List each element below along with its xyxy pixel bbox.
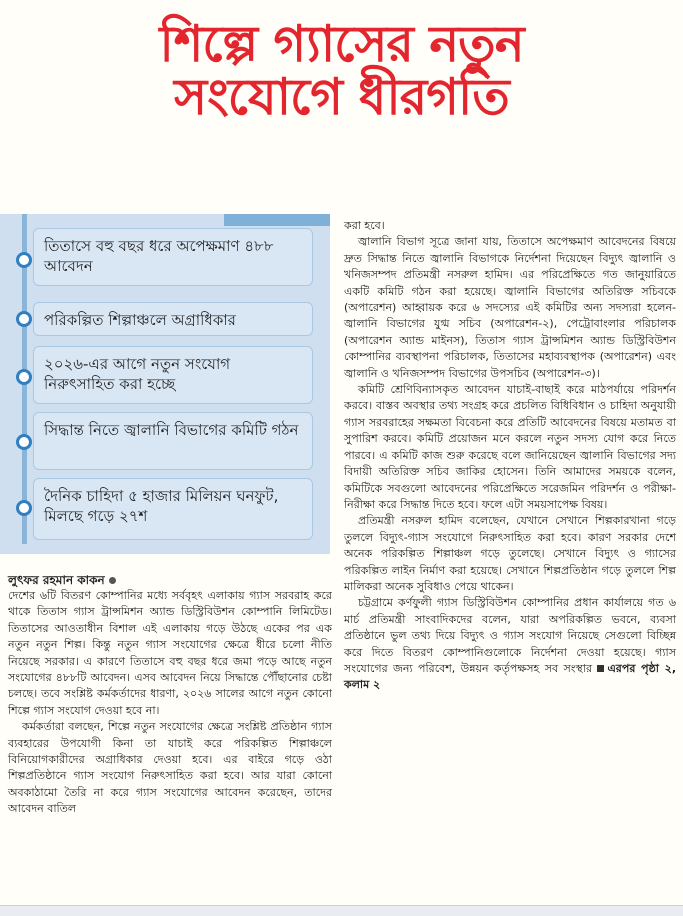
page-bottom-strip bbox=[0, 905, 683, 916]
paragraph: জ্বালানি বিভাগ সূত্রে জানা যায়, তিতাসে অপেক্ষমাণ আবেদনের বিষয়ে দ্রুত সিদ্ধান্ত নিতে জ্বালানি বিভাগকে নির্দেশনা দিয়েছেন বিদ্যুৎ জ্বালানি ও খনিজসম্পদ প্রতিমন্ত্রী নসরুল হামিদ। এর পরিপ্রেক্ষিতে গত জানুয়ারিতে একটি কমিটি গঠন করা হয়েছে। জ্বালানি বিভাগের অতিরিক্ত সচিবকে (অপারেশন) আহ্বায়ক করে ৬ সদস্যের এই কমিটির অন্য সদস্যরা হলেন- জ্বালানি বিভাগের যুগ্ম সচিব (অপারেশন-২), পেট্রোবাংলার পরিচালক (অপারেশন অ্যান্ড মাইনস), তিতাস গ্যাস ট্রান্সমিশন অ্যান্ড ডিস্ট্রিবিউশন কোম্পানির ব্যবস্থাপনা পরিচালক, তিতাসের মহাব্যবস্থাপক (অপারেশন) এবং জ্বালানি ও খনিজসম্পদ বিভাগের উপসচিব (অপারেশন-৩)। bbox=[344, 235, 676, 380]
bullet-icon bbox=[16, 500, 32, 516]
paragraph bbox=[344, 595, 676, 693]
paragraph: কমিটি শ্রেণিবিন্যাসকৃত আবেদন যাচাই-বাছাই করে মাঠপর্যায়ে পরিদর্শন করবে। বাস্তব অবস্থার তথ্য সংগ্রহ করে প্রচলিত বিধিবিধান ও চাহিদা অনুযায়ী গ্যাস সরবরাহের সক্ষমতা বিবেচনা করে প্রতিটি আবেদনের বিষয়ে মতামত বা সুপারিশ করবে। কমিটি প্রয়োজন মনে করলে নতুন সদস্য যোগ করে নিতে পারবে। এ কমিটি কাজ শুরু করেছে বলে জানিয়েছেন জ্বালানি বিভাগের সদ্য বিদায়ী অতিরিক্ত সচিব জাকির হোসেন। তিনি আমাদের সময়কে বলেন, কমিটিকে সবগুলো আবেদনের পরিপ্রেক্ষিতে সরেজমিন পরিদর্শন ও পরীক্ষা-নিরীক্ষা করে সিদ্ধান্ত দিতে হবে। ফলে এটা সময়সাপেক্ষ বিষয়। bbox=[344, 383, 676, 511]
bullet-icon bbox=[16, 434, 32, 450]
highlights-stripe bbox=[224, 214, 330, 226]
jump-text: এরপর পৃষ্ঠা ২, কলাম ২ bbox=[344, 661, 676, 692]
paragraph-text: চট্টগ্রামে কর্ণফুলী গ্যাস ডিস্ট্রিবিউশন কোম্পানির প্রধান কার্যালয়ে গত ৬ মার্চ প্রতিমন্ত্রী সাংবাদিকদের বলেন, যারা অপরিকল্পিত ভবনে, ব্যবসা প্রতিষ্ঠানে ভুল তথ্য দিয়ে বিদ্যুৎ ও গ্যাস সংযোগ নিয়েছে সেগুলো বিচ্ছিন্ন করে দিতে বিতরণ কোম্পানিগুলোকে নির্দেশনা দেওয়া হয়েছে। গ্যাস সংযোগের জন্য পরিবেশ, উন্নয়ন কর্তৃপক্ষসহ সব সংস্থার bbox=[344, 596, 676, 675]
highlight-item-3: ২০২৬-এর আগে নতুন সংযোগ নিরুৎসাহিত করা হচ্ছে bbox=[33, 346, 313, 404]
paragraph: করা হবে। bbox=[344, 219, 385, 232]
bullet-icon bbox=[16, 369, 32, 385]
byline-author: লুৎফর রহমান কাকন bbox=[8, 573, 105, 587]
highlight-item-2: পরিকল্পিত শিল্পাঞ্চলে অগ্রাধিকার bbox=[33, 302, 313, 336]
square-icon bbox=[597, 665, 604, 672]
headline-line-2: সংযোগে ধীরগতি bbox=[174, 67, 509, 126]
headline bbox=[0, 15, 683, 126]
bullet-icon bbox=[16, 252, 32, 268]
bullet-icon bbox=[16, 311, 32, 327]
left-column bbox=[8, 588, 332, 818]
right-column bbox=[344, 218, 676, 694]
headline-line-1: শিল্পে গ্যাসের নতুন bbox=[159, 15, 524, 73]
highlight-item-5: দৈনিক চাহিদা ৫ হাজার মিলিয়ন ঘনফুট, মিলছে গড়ে ২৭শ bbox=[33, 478, 313, 540]
dot-icon bbox=[109, 577, 116, 584]
paragraph: প্রতিমন্ত্রী নসরুল হামিদ বলেছেন, যেখানে সেখানে শিল্পকারখানা গড়ে তুললে বিদ্যুৎ-গ্যাস সংযোগে নিরুৎসাহিত করা হবে। কারণ সরকার দেশে অনেক পরিকল্পিত শিল্পাঞ্চল গড়ে তুলেছে। সেখানে বিদ্যুৎ ও গ্যাসের পরিকল্পিত লাইন নির্মাণ করা হয়েছে। সেখানে শিল্পপ্রতিষ্ঠান গড়ে তুললে শিল্প মালিকরা অনেক সুবিধাও পেয়ে থাকেন। bbox=[344, 514, 676, 593]
paragraph: দেশের ৬টি বিতরণ কোম্পানির মধ্যে সর্ববৃহৎ এলাকায় গ্যাস সরবরাহ করে থাকে তিতাস গ্যাস ট্রান্সমিশন অ্যান্ড ডিস্ট্রিবিউশন কোম্পানি লিমিটেড। তিতাসের আওতাধীন বিশাল এই এলাকায় গড়ে উঠছে একের পর এক নতুন নতুন শিল্প। কিন্তু নতুন গ্যাস সংযোগের ক্ষেত্রে ধীরে চলো নীতি নিয়েছে সরকার। এ কারণে তিতাসে বহু বছর ধরে জমা পড়ে আছে নতুন সংযোগের ৪৮৮টি আবেদন। এসব আবেদন নিয়ে সিদ্ধান্তে পৌঁছানোর চেষ্টা চলছে। তবে সংশ্লিষ্ট কর্মকর্তাদের ধারণা, ২০২৬ সালের আগে নতুন কোনো শিল্পে গ্যাস সংযোগ দেওয়া হবে না। bbox=[8, 589, 332, 717]
highlight-item-1: তিতাসে বহু বছর ধরে অপেক্ষমাণ ৪৮৮ আবেদন bbox=[33, 228, 313, 286]
highlight-item-4: সিদ্ধান্ত নিতে জ্বালানি বিভাগের কমিটি গঠন bbox=[33, 412, 313, 470]
paragraph: কর্মকর্তারা বলছেন, শিল্পে নতুন সংযোগের ক্ষেত্রে সংশ্লিষ্ট প্রতিষ্ঠান গ্যাস ব্যবহারের উপযোগী কিনা তা যাচাই করে পরিকল্পিত শিল্পাঞ্চলে বিনিয়োগকারীদের অগ্রাধিকার দেওয়া হবে। এর বাইরে গড়ে ওঠা শিল্পপ্রতিষ্ঠানে গ্যাস সংযোগ নিরুৎসাহিত করা হবে। আর যারা কোনো অবকাঠামো তৈরি না করে গ্যাস সংযোগের আবেদন করেছেন, তাদের আবেদন বাতিল bbox=[8, 720, 332, 816]
